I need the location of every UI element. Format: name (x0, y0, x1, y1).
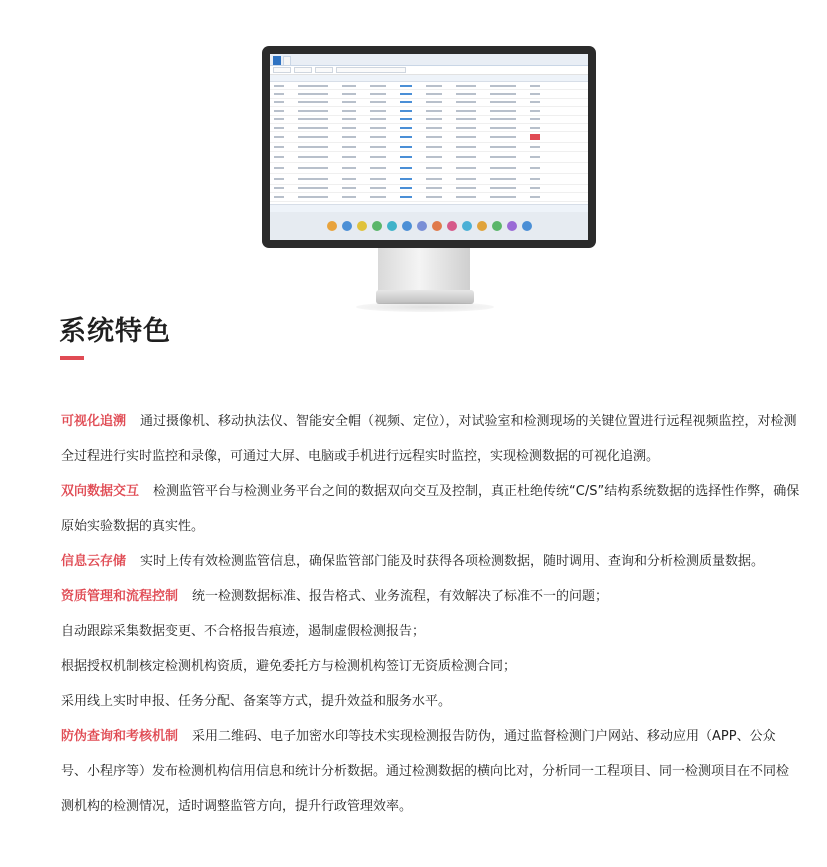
screen-table-header (270, 75, 588, 82)
screen-table-cell (274, 167, 284, 169)
screen-table-cell (456, 178, 476, 180)
screen-table-cell (274, 196, 284, 198)
screen-table-cell (274, 101, 284, 103)
screen-table-cell (530, 127, 540, 129)
screen-table-row (270, 99, 588, 107)
feature-keyword: 可视化追溯 (61, 414, 127, 429)
screen-pager (270, 204, 588, 212)
screen-table-cell (530, 93, 540, 95)
feature-keyword: 双向数据交互 (61, 484, 140, 499)
screen-tab-strip (270, 54, 588, 66)
feature-visual-trace (61, 404, 801, 474)
feature-keyword: 防伪查询和考核机制 (61, 729, 179, 744)
screen-table-cell (400, 110, 412, 112)
screen-table-cell (298, 101, 328, 103)
screen-table-row (270, 152, 588, 163)
screen-table-cell (342, 127, 356, 129)
screen-table-cell (490, 93, 516, 95)
screen-table-row (270, 107, 588, 115)
screen-table-cell (342, 101, 356, 103)
screen-table-cell (426, 156, 442, 158)
feature-text: 采用二维码、电子加密水印等技术实现检测报告防伪，通过监督检测门户网站、移动应用（APP、公众号、小程序等）发布检测机构信用信息和统计分析数据。通过检测数据的横向比对，分析同一工程项目、同一检测项目在不同检测机构的检测情况，适时调整监管方向，提升行政管理效率。 (61, 729, 790, 814)
screen-table-cell (400, 101, 412, 103)
screen-table-cell (456, 118, 476, 120)
screen-app-icon (357, 221, 367, 231)
screen-table-cell (298, 187, 328, 189)
screen-table-cell (400, 85, 412, 87)
screen-table-cell (426, 187, 442, 189)
screen-table-cell (490, 101, 516, 103)
feature-text: 采用线上实时申报、任务分配、备案等方式，提升效益和服务水平。 (61, 694, 452, 709)
screen-table-cell (400, 93, 412, 95)
screen-table-cell (274, 146, 284, 148)
screen-table-cell (490, 118, 516, 120)
screen-table-cell (530, 196, 540, 198)
screen-app-icon (477, 221, 487, 231)
monitor-screen (270, 54, 588, 240)
screen-table-cell (456, 196, 476, 198)
screen-table-cell (490, 85, 516, 87)
screen-app-icon (492, 221, 502, 231)
screen-table-cell (426, 167, 442, 169)
screen-table-cell (426, 110, 442, 112)
screen-table-cell (370, 187, 386, 189)
screen-table-cell (274, 178, 284, 180)
screen-icon-bar (270, 212, 588, 240)
screen-table-cell (274, 110, 284, 112)
screen-table-cell (370, 156, 386, 158)
screen-table-cell (426, 118, 442, 120)
screen-toolbar (270, 66, 588, 75)
screen-table-cell (342, 93, 356, 95)
feature-data-interaction (61, 474, 801, 544)
screen-app-icon (342, 221, 352, 231)
feature-text: 根据授权机制核定检测机构资质，避免委托方与检测机构签订无资质检测合同； (61, 659, 517, 674)
screen-table-cell (426, 85, 442, 87)
feature-anti-counterfeit (61, 719, 801, 824)
screen-filter (294, 67, 312, 73)
screen-table-cell (342, 118, 356, 120)
screen-table-cell (274, 85, 284, 87)
screen-table-cell (426, 93, 442, 95)
feature-list (61, 404, 801, 824)
screen-table-cell (400, 118, 412, 120)
screen-table-cell (490, 187, 516, 189)
screen-table-cell (530, 178, 540, 180)
screen-app-icon (432, 221, 442, 231)
section-title: 系统特色 (59, 316, 171, 347)
screen-table-cell (400, 178, 412, 180)
screen-table-cell (456, 146, 476, 148)
screen-app-icon (372, 221, 382, 231)
screen-table-cell (400, 167, 412, 169)
screen-table-cell (426, 127, 442, 129)
feature-keyword: 信息云存储 (61, 554, 127, 569)
screen-app-icon (522, 221, 532, 231)
screen-app-icon (507, 221, 517, 231)
screen-search-box (336, 67, 406, 73)
screen-table-cell (298, 167, 328, 169)
screen-app-icon (387, 221, 397, 231)
screen-table-cell (274, 118, 284, 120)
screen-table-cell (342, 156, 356, 158)
screen-table-cell (490, 156, 516, 158)
screen-table-cell (342, 187, 356, 189)
screen-table-cell (298, 110, 328, 112)
screen-table-cell (370, 167, 386, 169)
screen-table-cell (530, 167, 540, 169)
screen-table-cell (490, 178, 516, 180)
screen-table-cell (426, 146, 442, 148)
screen-table-cell (400, 136, 412, 138)
screen-table-cell (298, 146, 328, 148)
screen-table-cell (370, 101, 386, 103)
screen-app-icon (447, 221, 457, 231)
monitor-illustration (262, 46, 596, 248)
screen-table-row (270, 193, 588, 201)
screen-table-cell (370, 146, 386, 148)
screen-table-cell (400, 196, 412, 198)
screen-table-cell (298, 85, 328, 87)
screen-table-cell (274, 93, 284, 95)
screen-table-row (270, 143, 588, 151)
feature-text: 自动跟踪采集数据变更、不合格报告痕迹，遏制虚假检测报告； (61, 624, 426, 639)
screen-tab-active (273, 56, 281, 65)
screen-table-cell (530, 156, 540, 158)
screen-app-icon (402, 221, 412, 231)
screen-table-body (270, 82, 588, 202)
screen-table-cell (456, 187, 476, 189)
screen-table-cell (456, 156, 476, 158)
screen-table-cell (370, 118, 386, 120)
feature-text: 检测监管平台与检测业务平台之间的数据双向交互及控制，真正杜绝传统“C/S”结构系统数据的选择性作弊，确保原始实验数据的真实性。 (61, 484, 800, 534)
screen-table-cell (530, 118, 540, 120)
screen-table-cell (490, 110, 516, 112)
screen-table-cell (456, 136, 476, 138)
feature-line (61, 649, 801, 684)
feature-keyword: 资质管理和流程控制 (61, 589, 179, 604)
feature-text: 实时上传有效检测监管信息，确保监管部门能及时获得各项检测数据，随时调用、查询和分析检测质量数据。 (140, 554, 765, 569)
screen-table-cell (426, 136, 442, 138)
screen-table-cell (370, 136, 386, 138)
screen-table-cell (456, 127, 476, 129)
screen-table-row (270, 90, 588, 98)
screen-table-cell (400, 146, 412, 148)
screen-table-cell (274, 136, 284, 138)
screen-filter (273, 67, 291, 73)
screen-table-cell (490, 196, 516, 198)
screen-table-cell (298, 93, 328, 95)
screen-table-cell (274, 127, 284, 129)
screen-tab (283, 56, 291, 65)
screen-table-cell (342, 110, 356, 112)
screen-table-cell (456, 101, 476, 103)
feature-line (61, 684, 801, 719)
screen-table-cell (342, 196, 356, 198)
screen-table-cell (456, 167, 476, 169)
screen-table-cell (490, 127, 516, 129)
feature-text: 统一检测数据标准、报告格式、业务流程，有效解决了标准不一的问题； (192, 589, 609, 604)
screen-table-cell (426, 101, 442, 103)
screen-table-cell (298, 127, 328, 129)
screen-table-cell (530, 187, 540, 189)
screen-table-cell (490, 136, 516, 138)
screen-table-cell (530, 101, 540, 103)
screen-table-cell (530, 134, 540, 140)
screen-table-cell (400, 187, 412, 189)
feature-cloud-storage (61, 544, 801, 579)
screen-table-row (270, 185, 588, 193)
feature-qualification-control (61, 579, 801, 614)
screen-table-cell (370, 196, 386, 198)
screen-table-cell (426, 196, 442, 198)
screen-table-cell (426, 178, 442, 180)
screen-table-cell (400, 127, 412, 129)
screen-table-row (270, 132, 588, 143)
screen-filter (315, 67, 333, 73)
screen-table-cell (298, 118, 328, 120)
screen-table-cell (370, 110, 386, 112)
screen-table-row (270, 124, 588, 132)
monitor-stand-neck (378, 248, 470, 294)
screen-app-icon (327, 221, 337, 231)
screen-table-cell (370, 85, 386, 87)
screen-table-row (270, 163, 588, 174)
screen-table-cell (298, 178, 328, 180)
feature-text: 通过摄像机、移动执法仪、智能安全帽（视频、定位），对试验室和检测现场的关键位置进行远程视频监控，对检测全过程进行实时监控和录像，可通过大屏、电脑或手机进行远程实时监控，实现检测数据的可视化追溯。 (61, 414, 797, 464)
screen-table-cell (274, 187, 284, 189)
screen-table-row (270, 174, 588, 185)
screen-table-cell (342, 136, 356, 138)
screen-table-cell (342, 167, 356, 169)
monitor-shadow (356, 302, 494, 312)
screen-app-icon (417, 221, 427, 231)
screen-table-cell (370, 127, 386, 129)
screen-app-icon (462, 221, 472, 231)
screen-table-cell (298, 136, 328, 138)
title-underline (60, 356, 84, 360)
screen-table-cell (490, 146, 516, 148)
screen-table-cell (342, 178, 356, 180)
screen-table-cell (456, 85, 476, 87)
screen-table-cell (342, 146, 356, 148)
screen-table-cell (370, 178, 386, 180)
screen-table-cell (400, 156, 412, 158)
screen-table-cell (530, 110, 540, 112)
screen-table-row (270, 82, 588, 90)
screen-table-cell (298, 156, 328, 158)
screen-table-cell (490, 167, 516, 169)
screen-table-cell (274, 156, 284, 158)
screen-table-cell (530, 85, 540, 87)
screen-table-row (270, 116, 588, 124)
feature-line (61, 614, 801, 649)
screen-table-cell (456, 110, 476, 112)
screen-table-cell (370, 93, 386, 95)
screen-table-cell (456, 93, 476, 95)
screen-table-cell (298, 196, 328, 198)
screen-table-cell (342, 85, 356, 87)
screen-table-cell (530, 146, 540, 148)
